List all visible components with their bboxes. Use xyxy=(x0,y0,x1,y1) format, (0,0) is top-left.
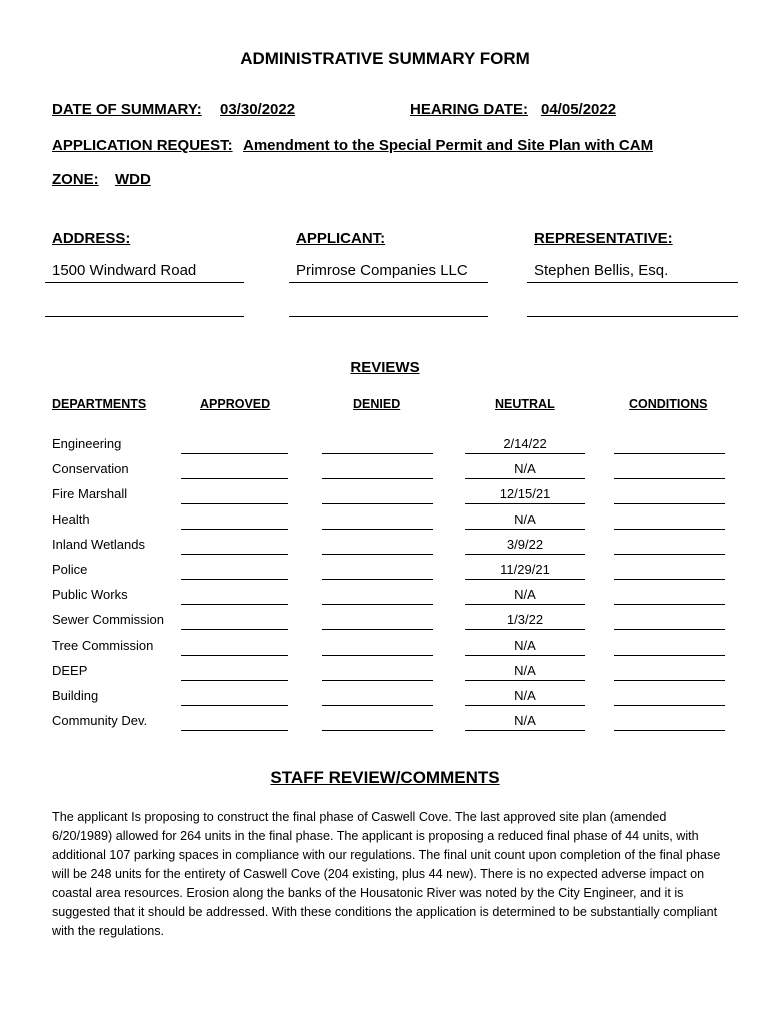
staff-review-title: STAFF REVIEW/COMMENTS xyxy=(270,768,500,787)
neutral-line xyxy=(465,453,585,454)
applicant-value: Primrose Companies LLC xyxy=(296,262,468,279)
applicant-label: APPLICANT: xyxy=(296,230,386,247)
neutral-line xyxy=(465,529,585,530)
conditions-line xyxy=(614,655,725,656)
form-title: ADMINISTRATIVE SUMMARY FORM xyxy=(240,49,530,68)
approved-line xyxy=(181,655,288,656)
neutral-value: 2/14/22 xyxy=(503,436,547,451)
neutral-line xyxy=(465,554,585,555)
approved-line xyxy=(181,705,288,706)
applicant-line-1 xyxy=(289,282,488,283)
application-request-value: Amendment to the Special Permit and Site Plan with CAM xyxy=(243,137,654,154)
representative-line-1 xyxy=(527,282,738,283)
denied-line xyxy=(322,655,433,656)
department-name: Inland Wetlands xyxy=(52,536,145,552)
denied-line xyxy=(322,629,433,630)
date-of-summary-value: 03/30/2022 xyxy=(220,101,296,118)
neutral-value: 3/9/22 xyxy=(506,536,544,552)
neutral-value: N/A xyxy=(514,662,536,678)
neutral-line xyxy=(465,680,585,681)
neutral-line xyxy=(465,604,585,605)
department-name: Fire Marshall xyxy=(52,486,128,502)
neutral-value: N/A xyxy=(514,461,536,477)
approved-line xyxy=(181,503,288,504)
department-name: Engineering xyxy=(52,436,122,451)
address-value: 1500 Windward Road xyxy=(52,262,197,279)
department-name: Tree Commission xyxy=(52,637,154,653)
zone-value: WDD xyxy=(115,171,151,188)
neutral-value: N/A xyxy=(514,637,536,653)
neutral-line xyxy=(465,629,585,630)
col-approved: APPROVED xyxy=(200,397,271,411)
denied-line xyxy=(322,529,433,530)
neutral-line xyxy=(465,730,585,731)
col-denied: DENIED xyxy=(353,397,401,411)
neutral-line xyxy=(465,478,585,479)
department-name: Police xyxy=(52,562,88,577)
conditions-line xyxy=(614,554,725,555)
neutral-value: 12/15/21 xyxy=(499,486,551,502)
conditions-line xyxy=(614,503,725,504)
neutral-value: N/A xyxy=(514,587,536,603)
representative-value: Stephen Bellis, Esq. xyxy=(534,262,669,279)
denied-line xyxy=(322,705,433,706)
approved-line xyxy=(181,529,288,530)
neutral-line xyxy=(465,503,585,504)
hearing-date-label: HEARING DATE: xyxy=(410,101,529,118)
denied-line xyxy=(322,554,433,555)
address-line-2 xyxy=(45,316,244,317)
neutral-line xyxy=(465,655,585,656)
denied-line xyxy=(322,604,433,605)
address-label: ADDRESS: xyxy=(52,230,131,247)
neutral-line xyxy=(465,705,585,706)
conditions-line xyxy=(614,478,725,479)
conditions-line xyxy=(614,453,725,454)
conditions-line xyxy=(614,579,725,580)
date-of-summary-label: DATE OF SUMMARY: xyxy=(52,101,202,118)
approved-line xyxy=(181,478,288,479)
approved-line xyxy=(181,579,288,580)
col-neutral: NEUTRAL xyxy=(495,397,555,411)
address-line-1 xyxy=(45,282,244,283)
denied-line xyxy=(322,579,433,580)
representative-label: REPRESENTATIVE: xyxy=(534,230,673,247)
department-name: DEEP xyxy=(52,662,88,678)
col-conditions: CONDITIONS xyxy=(629,397,708,411)
neutral-value: N/A xyxy=(514,511,536,527)
approved-line xyxy=(181,453,288,454)
department-name: Public Works xyxy=(52,587,128,603)
neutral-value: 1/3/22 xyxy=(506,612,544,628)
department-name: Conservation xyxy=(52,461,129,477)
neutral-value: 11/29/21 xyxy=(500,562,550,577)
reviews-title: REVIEWS xyxy=(350,359,420,376)
approved-line xyxy=(181,730,288,731)
neutral-line xyxy=(465,579,585,580)
application-request-label: APPLICATION REQUEST: xyxy=(52,137,233,154)
zone-label: ZONE: xyxy=(52,171,99,188)
conditions-line xyxy=(614,629,725,630)
approved-line xyxy=(181,604,288,605)
col-departments: DEPARTMENTS xyxy=(52,397,147,411)
approved-line xyxy=(181,680,288,681)
hearing-date-value: 04/05/2022 xyxy=(541,101,617,118)
representative-line-2 xyxy=(527,316,738,317)
approved-line xyxy=(181,554,288,555)
denied-line xyxy=(322,680,433,681)
denied-line xyxy=(322,478,433,479)
denied-line xyxy=(322,503,433,504)
applicant-line-2 xyxy=(289,316,488,317)
denied-line xyxy=(322,730,433,731)
department-name: Community Dev. xyxy=(52,713,148,729)
neutral-value: N/A xyxy=(514,688,536,703)
conditions-line xyxy=(614,730,725,731)
conditions-line xyxy=(614,604,725,605)
department-name: Sewer Commission xyxy=(52,612,164,628)
conditions-line xyxy=(614,529,725,530)
conditions-line xyxy=(614,680,725,681)
conditions-line xyxy=(614,705,725,706)
staff-review-text: The applicant Is proposing to construct the final phase of Caswell Cove. The last approved site plan (amended 6/20/1989) allowed for 264 units in the final phase. The applicant is proposing a reduced final phase of 44 units, with additional 107 parking spaces in compliance with our regulations. The final unit count upon completion of the final phase will be 248 units for the entirety of Caswell Cove (204 existing, plus 44 new). There is no expected adverse impact on coastal area resources. Erosion along the banks of the Housatonic River was noted by the City Engineer, and it is suggested that it should be addressed. With these conditions the application is determined to be substantially compliant with the regulations. xyxy=(52,810,721,938)
department-name: Building xyxy=(52,688,99,703)
denied-line xyxy=(322,453,433,454)
department-name: Health xyxy=(52,511,90,527)
neutral-value: N/A xyxy=(514,713,536,729)
approved-line xyxy=(181,629,288,630)
